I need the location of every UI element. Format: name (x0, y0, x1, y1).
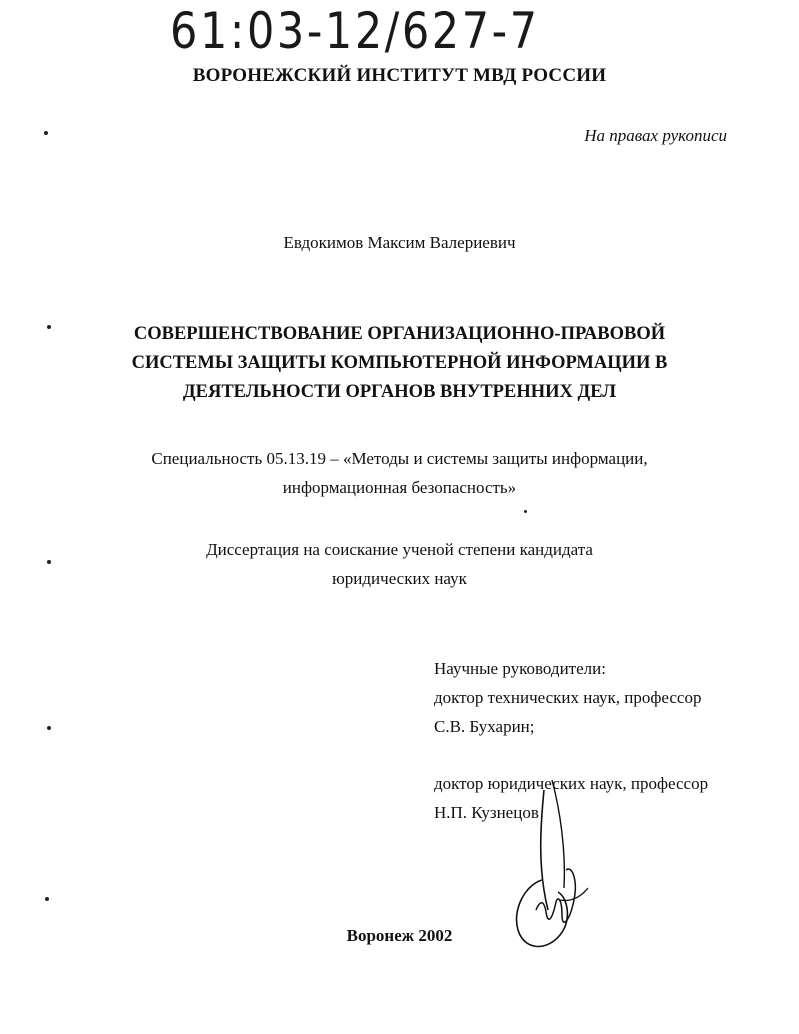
supervisor-1-name: С.В. Бухарин; (434, 717, 535, 736)
rights-note: На правах рукописи (584, 126, 727, 145)
scan-dot (45, 897, 49, 901)
supervisor-1-degree: доктор технических наук, профессор (434, 688, 702, 707)
author-name: Евдокимов Максим Валериевич (283, 233, 516, 252)
city-year: Воронеж 2002 (346, 926, 453, 945)
scan-dot (44, 131, 48, 135)
supervisor-2-name: Н.П. Кузнецов (434, 803, 539, 822)
supervisor-2-degree: доктор юридических наук, профессор (434, 774, 709, 793)
scan-dot (47, 325, 51, 329)
specialty-line: Специальность 05.13.19 – «Методы и системы защиты информации, (151, 449, 648, 468)
dissertation-degree (0, 535, 799, 593)
specialty-line: информационная безопасность» (282, 478, 517, 497)
degree-line: юридических наук (332, 569, 467, 588)
scan-dot (47, 726, 51, 730)
institute-name: ВОРОНЕЖСКИЙ ИНСТИТУТ МВД РОССИИ (192, 65, 607, 86)
title-line: СОВЕРШЕНСТВОВАНИЕ ОРГАНИЗАЦИОННО-ПРАВОВОЙ (133, 324, 666, 344)
dissertation-title (0, 320, 799, 407)
scan-dot (47, 560, 51, 564)
scan-dot (524, 510, 527, 513)
title-line: СИСТЕМЫ ЗАЩИТЫ КОМПЬЮТЕРНОЙ ИНФОРМАЦИИ В (131, 353, 668, 373)
archive-code-handwritten: 61:03-12/627-7 (170, 2, 540, 60)
specialty (0, 444, 799, 502)
signature-mark (500, 770, 600, 960)
title-line: ДЕЯТЕЛЬНОСТИ ОРГАНОВ ВНУТРЕННИХ ДЕЛ (182, 382, 617, 402)
degree-line: Диссертация на соискание ученой степени кандидата (206, 540, 593, 559)
supervisors-heading: Научные руководители: (434, 659, 606, 678)
